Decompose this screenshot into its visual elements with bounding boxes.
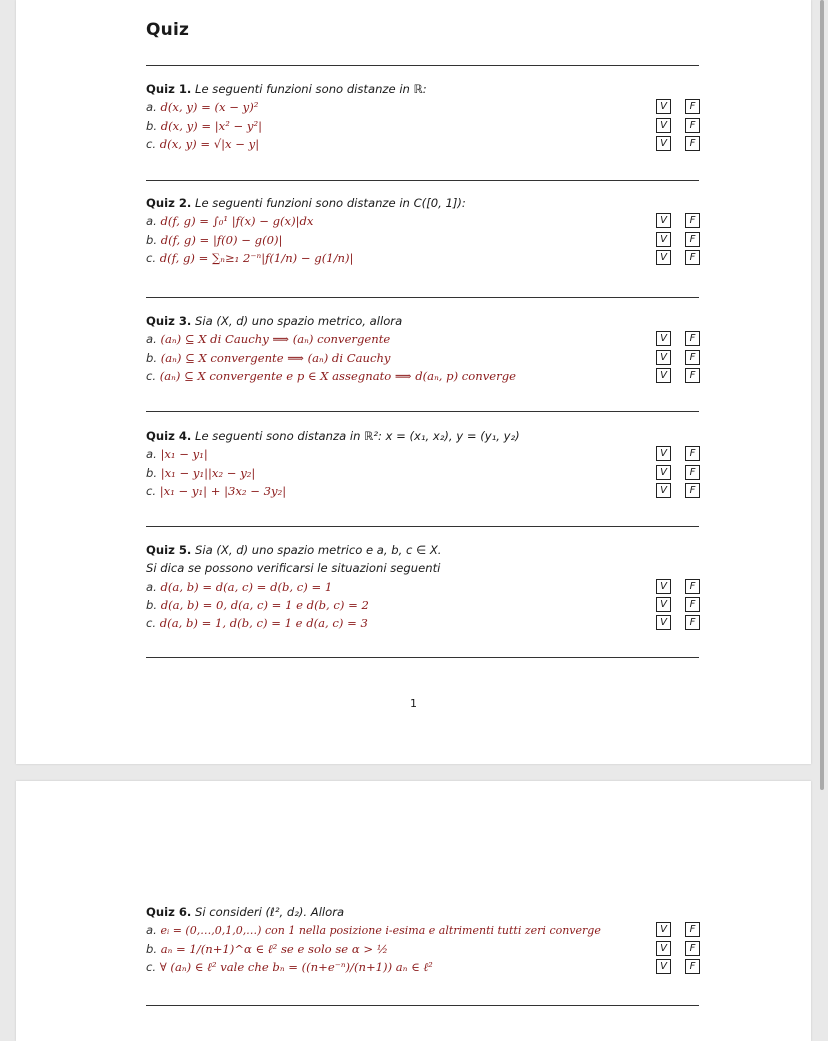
option-letter: b.: [146, 597, 158, 612]
divider: [146, 65, 699, 66]
quiz-question: Sia (X, d) uno spazio metrico e a, b, c ∈ X.: [195, 543, 442, 557]
false-checkbox[interactable]: F: [685, 250, 700, 265]
option-text: (aₙ) ⊆ X di Cauchy ⟹ (aₙ) convergente: [160, 332, 391, 347]
quiz-question: Le seguenti funzioni sono distanze in ℝ:: [195, 82, 427, 96]
quiz-option: [146, 231, 706, 249]
quiz-label: Quiz 5.: [146, 543, 192, 557]
option-letter: a.: [146, 447, 157, 462]
option-text: d(x, y) = |x² − y²|: [160, 118, 263, 133]
quiz-label: Quiz 1.: [146, 82, 192, 96]
option-letter: a.: [146, 332, 157, 347]
true-checkbox[interactable]: V: [656, 331, 671, 346]
quiz-question-line: Si dica se possono verificarsi le situazioni seguenti: [146, 561, 441, 576]
document-title: Quiz: [146, 20, 190, 40]
vertical-scrollbar[interactable]: [820, 0, 824, 790]
false-checkbox[interactable]: F: [685, 959, 700, 974]
option-text: |x₁ − y₁|: [160, 447, 208, 462]
quiz-option: [146, 249, 706, 267]
quiz-option: [146, 367, 706, 385]
true-checkbox[interactable]: V: [656, 483, 671, 498]
option-text: |x₁ − y₁| + |3x₂ − 3y₂|: [159, 483, 287, 498]
quiz-label: Quiz 2.: [146, 196, 192, 210]
false-checkbox[interactable]: F: [685, 350, 700, 365]
quiz-6: [146, 903, 706, 976]
quiz-1: [146, 80, 706, 153]
quiz-option: [146, 330, 706, 348]
quiz-option: [146, 445, 706, 463]
quiz-option: [146, 578, 706, 596]
page-number: 1: [410, 697, 417, 710]
quiz-option: [146, 212, 706, 230]
quiz-option: [146, 482, 706, 500]
quiz-option: [146, 349, 706, 367]
true-checkbox[interactable]: V: [656, 941, 671, 956]
divider: [146, 526, 699, 527]
false-checkbox[interactable]: F: [685, 136, 700, 151]
false-checkbox[interactable]: F: [685, 118, 700, 133]
document-page-1: [16, 0, 811, 764]
option-letter: a.: [146, 579, 157, 594]
false-checkbox[interactable]: F: [685, 579, 700, 594]
quiz-option: [146, 921, 706, 939]
quiz-option: [146, 614, 706, 632]
true-checkbox[interactable]: V: [656, 922, 671, 937]
quiz-question: Le seguenti funzioni sono distanze in C([0, 1]):: [195, 196, 466, 210]
false-checkbox[interactable]: F: [685, 232, 700, 247]
option-text: d(f, g) = |f(0) − g(0)|: [160, 232, 283, 247]
divider: [146, 297, 699, 298]
option-text: d(f, g) = ∑ₙ≥₁ 2⁻ⁿ|f(1/n) − g(1/n)|: [159, 250, 354, 265]
option-letter: a.: [146, 100, 157, 115]
divider: [146, 1005, 699, 1006]
option-text: aₙ = 1/(n+1)^α ∈ ℓ² se e solo se α > ½: [160, 941, 388, 956]
option-text: d(a, b) = 1, d(b, c) = 1 e d(a, c) = 3: [159, 616, 368, 631]
true-checkbox[interactable]: V: [656, 136, 671, 151]
false-checkbox[interactable]: F: [685, 331, 700, 346]
option-letter: c.: [146, 136, 157, 151]
quiz-question: Sia (X, d) uno spazio metrico, allora: [195, 314, 403, 328]
option-text: d(f, g) = ∫₀¹ |f(x) − g(x)|dx: [160, 214, 314, 229]
true-checkbox[interactable]: V: [656, 213, 671, 228]
option-letter: c.: [146, 483, 157, 498]
quiz-option: [146, 464, 706, 482]
false-checkbox[interactable]: F: [685, 99, 700, 114]
true-checkbox[interactable]: V: [656, 597, 671, 612]
false-checkbox[interactable]: F: [685, 922, 700, 937]
option-letter: b.: [146, 232, 158, 247]
quiz-label: Quiz 6.: [146, 905, 192, 919]
quiz-4: [146, 427, 706, 500]
divider: [146, 657, 699, 658]
quiz-question: Si consideri (ℓ², d₂). Allora: [195, 905, 345, 919]
false-checkbox[interactable]: F: [685, 941, 700, 956]
option-text: d(x, y) = (x − y)²: [160, 100, 259, 115]
true-checkbox[interactable]: V: [656, 446, 671, 461]
true-checkbox[interactable]: V: [656, 350, 671, 365]
option-letter: b.: [146, 941, 158, 956]
quiz-5: [146, 541, 706, 632]
document-page-2: [16, 781, 811, 1041]
option-text: eᵢ = (0,…,0,1,0,…) con 1 nella posizione i-esima e altrimenti tutti zeri converge: [160, 924, 601, 938]
false-checkbox[interactable]: F: [685, 615, 700, 630]
true-checkbox[interactable]: V: [656, 232, 671, 247]
quiz-option: [146, 135, 706, 153]
quiz-option: [146, 98, 706, 116]
option-text: d(x, y) = √|x − y|: [159, 136, 260, 151]
option-letter: c.: [146, 250, 157, 265]
option-letter: b.: [146, 350, 158, 365]
true-checkbox[interactable]: V: [656, 250, 671, 265]
option-letter: a.: [146, 214, 157, 229]
true-checkbox[interactable]: V: [656, 368, 671, 383]
option-text: |x₁ − y₁||x₂ − y₂|: [160, 465, 256, 480]
divider: [146, 411, 699, 412]
divider: [146, 180, 699, 181]
quiz-label: Quiz 4.: [146, 429, 192, 443]
false-checkbox[interactable]: F: [685, 597, 700, 612]
option-letter: c.: [146, 616, 157, 631]
true-checkbox[interactable]: V: [656, 99, 671, 114]
quiz-option: [146, 958, 706, 976]
quiz-option: [146, 596, 706, 614]
option-letter: c.: [146, 959, 157, 974]
true-checkbox[interactable]: V: [656, 579, 671, 594]
quiz-label: Quiz 3.: [146, 314, 192, 328]
option-letter: c.: [146, 368, 157, 383]
option-letter: a.: [146, 923, 157, 938]
false-checkbox[interactable]: F: [685, 213, 700, 228]
false-checkbox[interactable]: F: [685, 368, 700, 383]
true-checkbox[interactable]: V: [656, 118, 671, 133]
false-checkbox[interactable]: F: [685, 465, 700, 480]
true-checkbox[interactable]: V: [656, 959, 671, 974]
option-text: d(a, b) = d(a, c) = d(b, c) = 1: [160, 579, 333, 594]
option-text: (aₙ) ⊆ X convergente e p ∈ X assegnato ⟹ d(aₙ, p) converge: [159, 368, 516, 383]
true-checkbox[interactable]: V: [656, 465, 671, 480]
quiz-option: [146, 940, 706, 958]
option-text: d(a, b) = 0, d(a, c) = 1 e d(b, c) = 2: [160, 597, 369, 612]
false-checkbox[interactable]: F: [685, 483, 700, 498]
true-checkbox[interactable]: V: [656, 615, 671, 630]
option-letter: b.: [146, 118, 158, 133]
option-text: ∀ (aₙ) ∈ ℓ² vale che bₙ = ((n+e⁻ⁿ)/(n+1)) aₙ ∈ ℓ²: [159, 959, 433, 974]
option-text: (aₙ) ⊆ X convergente ⟹ (aₙ) di Cauchy: [160, 350, 391, 365]
option-letter: b.: [146, 465, 158, 480]
false-checkbox[interactable]: F: [685, 446, 700, 461]
quiz-3: [146, 312, 706, 385]
quiz-2: [146, 194, 706, 267]
quiz-option: [146, 117, 706, 135]
quiz-question: Le seguenti sono distanza in ℝ²: x = (x₁, x₂), y = (y₁, y₂): [195, 429, 520, 443]
